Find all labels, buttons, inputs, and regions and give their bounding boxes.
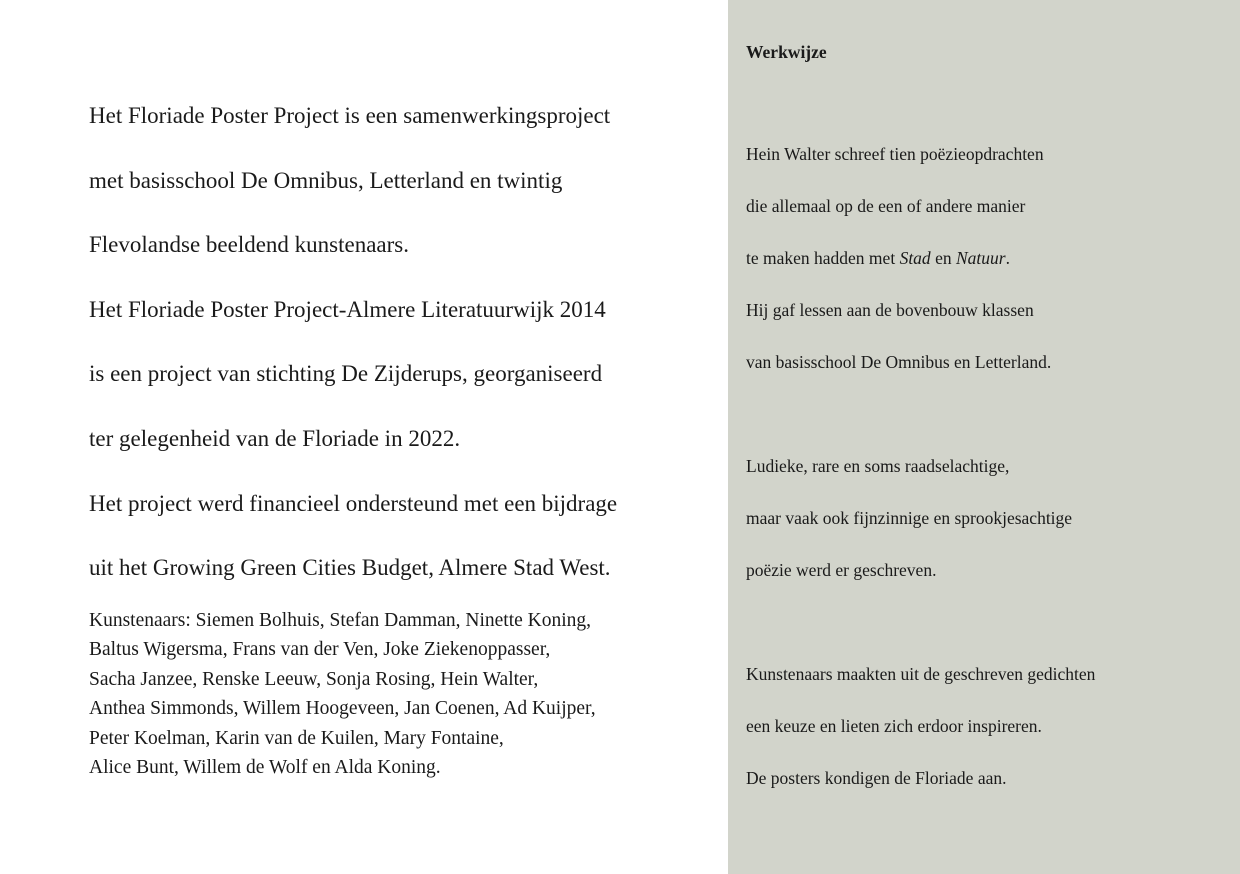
werkwijze-line: maar vaak ook fijnzinnige en sprookjesachtige [746,508,1073,528]
intro-line: Het Floriade Poster Project is een samenwerkingsproject [89,103,611,128]
artists-line: Baltus Wigersma, Frans van der Ven, Joke Ziekenoppasser, [89,639,551,661]
artists-line: Kunstenaars: Siemen Bolhuis, Stefan Damman, Ninette Koning, [89,610,592,631]
werkwijze-line: De posters kondigen de Floriade aan. [746,768,1007,788]
werkwijze-line: Kunstenaars maakten uit de geschreven gedichten [746,664,1096,684]
werkwijze-line: een keuze en lieten zich erdoor inspireren. [746,716,1042,736]
intro-line: met basisschool De Omnibus, Letterland en twintig [89,167,563,193]
line-conjunction: en [930,248,956,268]
werkwijze-line: poëzie werd er geschreven. [746,560,937,580]
werkwijze-line: die allemaal op de een of andere manier [746,196,1026,216]
werkwijze-body [746,128,1226,804]
werkwijze-line-stad-natuur [746,232,1226,284]
artists-line: Alice Bunt, Willem de Wolf en Alda Koning. [89,757,441,779]
stad-emphasis: Stad [899,248,931,268]
intro-text [89,84,709,601]
werkwijze-line: Hein Walter schreef tien poëzieopdrachten [746,144,1044,164]
intro-line: Het Floriade Poster Project-Almere Literatuurwijk 2014 [89,296,606,322]
intro-line: uit het Growing Green Cities Budget, Almere Stad West. [89,555,611,581]
intro-line: Flevolandse beeldend kunstenaars. [89,232,409,258]
werkwijze-line: Hij gaf lessen aan de bovenbouw klassen [746,300,1034,320]
paragraph-gap [746,596,1226,648]
artists-line: Peter Koelman, Karin van de Kuilen, Mary Fontaine, [89,727,504,749]
natuur-emphasis: Natuur [955,248,1006,268]
line-suffix: . [1005,248,1010,268]
intro-line: ter gelegenheid van de Floriade in 2022. [89,425,461,451]
paragraph-gap [746,388,1226,440]
line-prefix: te maken hadden met [746,248,900,268]
artists-line: Sacha Janzee, Renske Leeuw, Sonja Rosing, Hein Walter, [89,668,539,690]
werkwijze-sidebar [728,0,1240,874]
werkwijze-line: Ludieke, rare en soms raadselachtige, [746,456,1010,476]
artists-list [89,606,709,782]
artists-line: Anthea Simmonds, Willem Hoogeveen, Jan Coenen, Ad Kuijper, [89,698,596,720]
intro-line: is een project van stichting De Zijderups, georganiseerd [89,361,603,387]
werkwijze-heading: Werkwijze [746,42,827,62]
intro-line: Het project werd financieel ondersteund met een bijdrage [89,490,618,516]
werkwijze-line: van basisschool De Omnibus en Letterland. [746,352,1052,372]
